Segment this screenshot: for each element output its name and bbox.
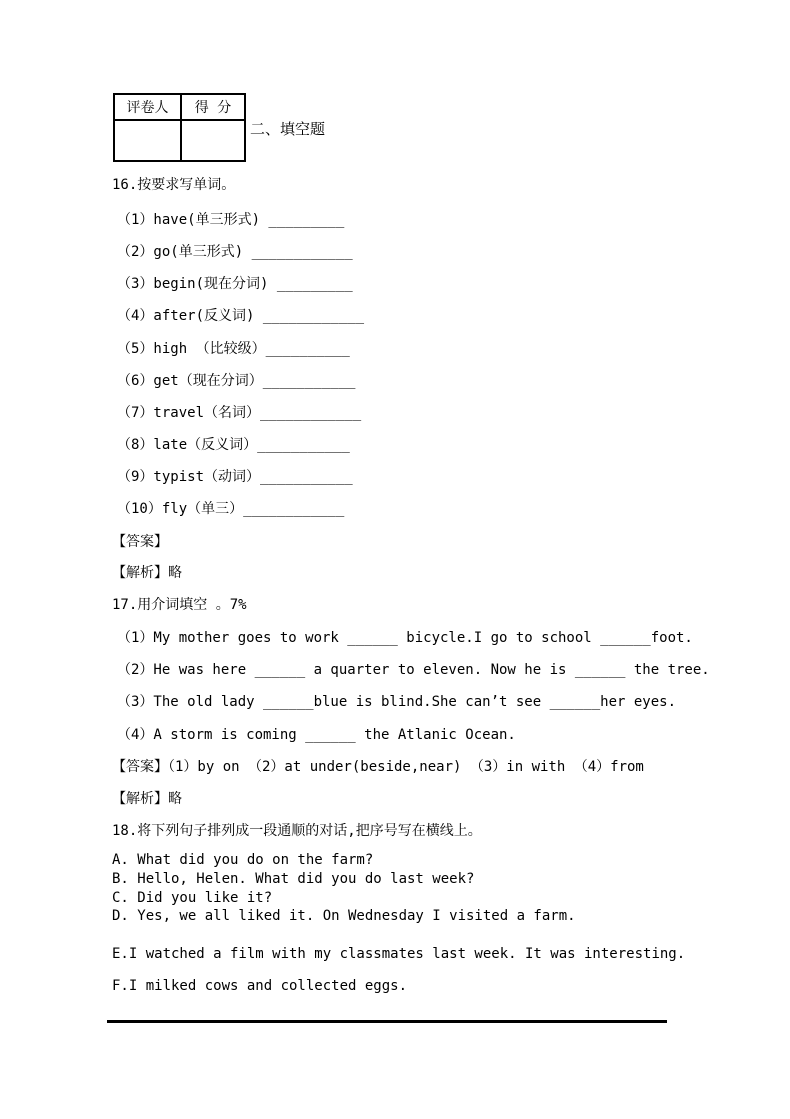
q16-item-5: （5）high （比较级）__________ (117, 341, 350, 357)
footer-divider (107, 1020, 667, 1023)
q16-item-7: （7）travel（名词）____________ (117, 405, 362, 421)
q18-item-d: D. Yes, we all liked it. On Wednesday I visited a farm. (112, 908, 576, 924)
q18-item-e: E.I watched a film with my classmates last week. It was interesting. (112, 946, 686, 962)
grader-entry-cell (114, 120, 181, 161)
q17-item-3: （3）The old lady ______blue is blind.She can’t see ______her eyes. (117, 694, 677, 710)
q17-analysis: 【解析】略 (112, 791, 182, 807)
q16-item-10: （10）fly（单三）____________ (117, 501, 345, 517)
q18-item-f: F.I milked cows and collected eggs. (112, 978, 408, 994)
score-header-cell: 得 分 (181, 94, 245, 120)
q18-item-b: B. Hello, Helen. What did you do last week? (112, 871, 475, 887)
q16-item-8: （8）late（反义词）___________ (117, 437, 350, 453)
q16-item-2: （2）go(单三形式) ____________ (117, 244, 353, 260)
grader-score-table (113, 93, 246, 162)
q18-item-a: A. What did you do on the farm? (112, 852, 374, 868)
q18-item-c: C. Did you like it? (112, 890, 273, 906)
q17-title: 17.用介词填空 。7% (112, 597, 247, 613)
q16-item-9: （9）typist（动词）___________ (117, 469, 353, 485)
q16-item-3: （3）begin(现在分词) _________ (117, 276, 353, 292)
score-entry-cell (181, 120, 245, 161)
q18-title: 18.将下列句子排列成一段通顺的对话,把序号写在横线上。 (112, 823, 482, 839)
q17-item-4: （4）A storm is coming ______ the Atlanic Ocean. (117, 727, 516, 743)
section-title: 二、填空题 (250, 120, 326, 138)
q16-answer-label: 【答案】 (112, 534, 168, 550)
q17-answer: 【答案】（1）by on （2）at under(beside,near) （3）in with （4）from (112, 759, 644, 775)
q16-item-1: （1）have(单三形式) _________ (117, 212, 345, 228)
q16-analysis: 【解析】略 (112, 565, 182, 581)
q16-item-6: （6）get（现在分词）___________ (117, 373, 356, 389)
q16-title: 16.按要求写单词。 (112, 177, 236, 193)
q17-item-1: （1）My mother goes to work ______ bicycle.I go to school ______foot. (117, 630, 693, 646)
q16-item-4: （4）after(反义词) ____________ (117, 308, 365, 324)
grader-header-cell: 评卷人 (114, 94, 181, 120)
q17-item-2: （2）He was here ______ a quarter to eleven. Now he is ______ the tree. (117, 662, 710, 678)
